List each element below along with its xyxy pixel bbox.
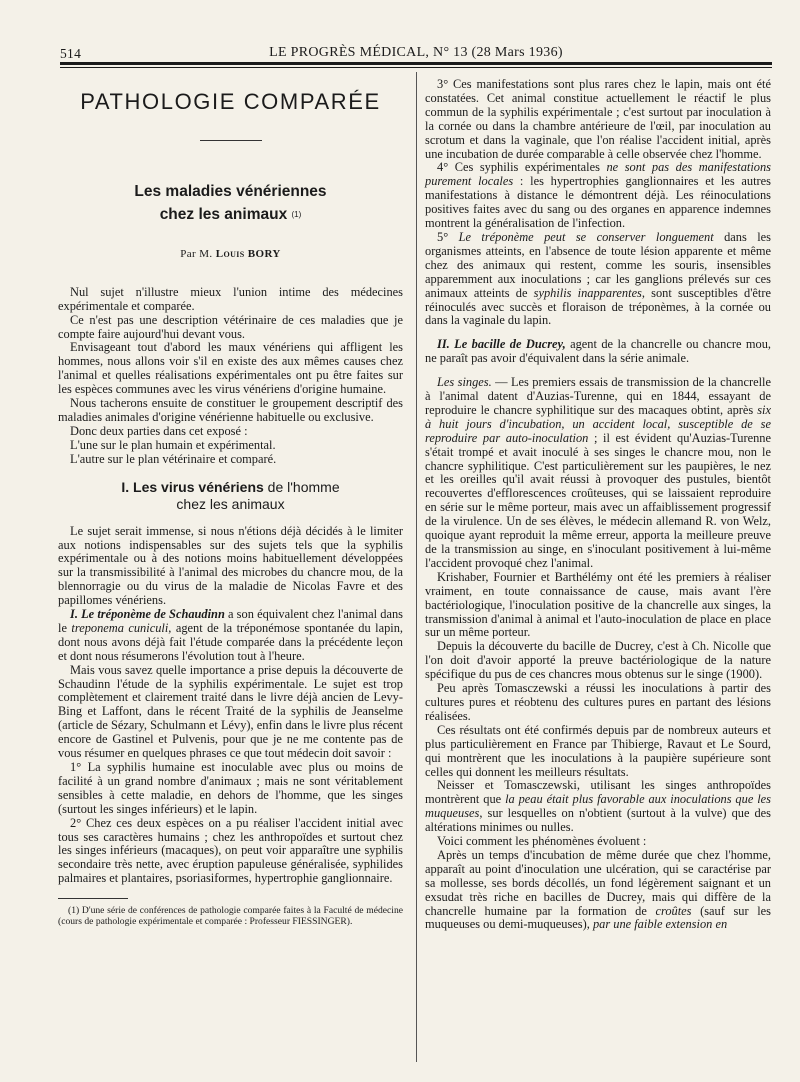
body-paragraph: 2° Chez ces deux espèces on a pu réaliser l'accident initial avec tous ses caractères humains ; chez les anthropoïdes et surtout chez les singes inférieurs (macaques), on peut voir apparaître une syphilis secondaire très nette, avec éruption papuleuse généralisée, syphilides palmaires et plantaires, psoriasiformes, hypertrophie ganglionnaire. xyxy=(58,815,403,886)
body-paragraph: 1° La syphilis humaine est inoculable avec plus ou moins de facilité à un grand nombre d'animaux ; mais ne sont véritablement sensibles à cette maladie, en dehors de l'homme, que les singes (surtout les singes inférieurs) et le lapin. xyxy=(58,760,403,816)
singes-heading: Les singes. xyxy=(437,375,492,390)
body-paragraph: 3° Ces manifestations sont plus rares chez le lapin, mais ont été constatées. Cet animal constitue actuellement le réactif le plus commun de la syphilis expérimentale ; c'est surtout par inoculation à la cornée ou dans la chambre antérieure de l'œil, par inoculation au scrotum et dans la vaginale, que l'on réalise l'accident initial, après une incubation de durée comparable à celle observée chez l'homme. xyxy=(425,77,771,161)
article-title-line1: Les maladies vénériennes xyxy=(134,182,327,200)
body-text: 5° xyxy=(437,229,459,244)
body-text: ; il est évident qu'Auzias-Turenne s'était trompé et avait inoculé à ses singes le chancre mou, non le chancre syphilitique. C'est particulièrement sur les paupières, le nez et les oreilles qu'il avait réussi à provoquer des pustules, bientôt recouvertes d'efflorescences croûteuses, qui se laissaient reproduire en série sur le même porteur, mais avec un affaiblissement progressif de la virulence. Un de ses élèves, le médecin allemand R. von Welz, quoique ayant reproduit la même erreur, apporta la meilleure preuve de la transmission au singe, en s'inoculant positivement à lui-même l'accident provoqué chez l'animal. xyxy=(425,430,771,570)
part-one-heading-bold: I. Les virus vénériens xyxy=(121,478,264,495)
author-line xyxy=(58,248,403,262)
body-text: : les hypertrophies ganglionnaires et les autres manifestations à distance le démontrent déjà. Les réinoculations positives faites avec du sang ou des organes en apparence indemnes montrent la généralisation de l'infection. xyxy=(425,174,771,231)
body-paragraph: Depuis la découverte du bacille de Ducrey, c'est à Ch. Nicolle que l'on doit d'avoir apporté la preuve bactériologique de la nature spécifique du pus de ces chancres mous obtenus sur le singe (1900). xyxy=(425,639,771,682)
body-paragraph xyxy=(425,161,771,231)
body-paragraph xyxy=(425,779,771,835)
running-title: LE PROGRÈS MÉDICAL, N° 13 (28 Mars 1936) xyxy=(269,45,563,60)
running-header xyxy=(60,44,772,64)
intro-paragraph: L'autre sur le plan vétérinaire et comparé. xyxy=(70,451,277,466)
body-paragraph: Peu après Tomasczewski a réussi les inoculations à partir des cultures pures et réobtenu des cultures pures en partant des lésions réalisées. xyxy=(425,681,771,723)
header-rule-thin xyxy=(60,67,772,68)
body-text: a son équivalent chez l'animal dans le xyxy=(58,607,403,635)
footnote-rule xyxy=(58,898,128,899)
body-text: (sauf sur les muqueuses ou demi-muqueuses), xyxy=(425,903,771,932)
article-title xyxy=(58,180,403,226)
body-paragraph: Voici comment les phénomènes évoluent : xyxy=(437,834,647,849)
body-text: — Les premiers essais de transmission de la chancrelle à l'animal datent d'Auzias-Turenne, qui en 1844, essayant de reproduire le chancre syphilitique sur des macaques obtint, après xyxy=(425,375,771,417)
treponema-heading: I. Le tréponème de Schaudinn xyxy=(70,607,225,622)
body-italic: treponema cuniculi xyxy=(71,620,169,635)
intro-paragraph: Envisageant tout d'abord les maux vénériens qui affligent les hommes, nous allons voir s'il en existe des aux mêmes causes chez l'animal et quelles réalisations expérimentales ont pu être faites sur les espèces communes avec les virus vénériens d'origine humaine. xyxy=(58,340,403,397)
body-text: agent de la chancrelle ou chancre mou, ne paraît pas avoir d'équivalent dans la série animale. xyxy=(425,337,771,366)
body-text: , agent de la tréponémose spontanée du lapin, dont nous avons déjà fait l'étude comparée dans la précédente leçon et dont nous résumerons l'évolution tout à l'heure. xyxy=(58,620,404,663)
right-column xyxy=(425,78,771,932)
left-column xyxy=(58,76,403,927)
author-prefix: Par M. xyxy=(180,247,213,260)
body-paragraph: Krishaber, Fournier et Barthélémy ont été les premiers à réaliser vraiment, en toute connaissance de cause, mais avant l'ère bactériologique, l'inoculation positive de la chancrelle aux singes, la transmission d'animal à animal et l'auto-inoculation de place en place sur un même porteur. xyxy=(425,569,771,640)
intro-paragraph: Nous tacherons ensuite de constituer le groupement descriptif des maladies animales d'origine vénérienne habituelle ou exclusive. xyxy=(58,396,403,424)
page-number: 514 xyxy=(60,46,82,61)
intro-paragraph: Donc deux parties dans cet exposé : xyxy=(70,423,248,438)
intro-paragraph: L'une sur le plan humain et expérimental. xyxy=(70,437,276,452)
header-rule-thick xyxy=(60,62,772,65)
body-text: Après un temps d'incubation de même durée que chez l'homme, apparaît au point d'inoculation une ulcération, qui se caractérise par sa mollesse, ses bords décollés, un fond légèrement saignant et un exsudat très riche en bacilles de Ducrey, mais qui diffère de la chancrelle humaine par la formation de xyxy=(425,847,771,918)
body-italic: ne sont pas des manifestations purement locales xyxy=(425,160,771,189)
body-text: 4° Ces syphilis expérimentales xyxy=(437,160,607,175)
article-title-line2: chez les animaux xyxy=(159,205,288,223)
body-italic: syphilis inapparentes xyxy=(533,285,642,300)
part-one-heading-line2: chez les animaux xyxy=(176,495,285,512)
body-italic: par une faible extension en xyxy=(592,917,728,932)
body-italic: Le tréponème peut se conserver longuement xyxy=(458,229,714,244)
body-text: , sur lesquelles on n'obtient (surtout à la vulve) que des altérations minimes ou nulles. xyxy=(425,806,771,835)
body-text: Neisser et Tomasczewski, utilisant les singes anthropoïdes montrèrent que xyxy=(425,778,771,807)
body-text: , sont susceptibles d'être réinoculés avec succès et floraison de tréponèmes, à la cornée ou dans la vaginale du lapin. xyxy=(425,285,771,328)
body-paragraph xyxy=(425,231,771,328)
body-paragraph: Le sujet serait immense, si nous n'étions déjà décidés à le limiter aux notions indispensables sur des sujets tels que la syphilis expérimentale ou à des notions moins habituellement développées sur la transmissibilité à l'animal des microbes du chancre mou, de la blennorragie ou du virus de la maladie de Nicolas Favre et des papillomes vénériens. xyxy=(58,523,403,608)
body-italic: croûtes xyxy=(655,903,692,918)
body-paragraph xyxy=(58,608,403,664)
body-paragraph xyxy=(425,376,771,571)
footnote-marker: (1) xyxy=(291,209,302,219)
body-paragraph xyxy=(425,849,771,932)
body-paragraph: Ces résultats ont été confirmés depuis par de nombreux auteurs et plus particulièrement en France par Thibierge, Ravaut et Le Sourd, qui montrèrent que les inoculations à la paupière supérieure sont celles qui donnent les meilleurs résultats. xyxy=(425,722,771,779)
footnote: (1) D'une série de conférences de pathologie comparée faites à la Faculté de médecine (cours de pathologie expérimentale et comparée : Professeur FIESSINGER). xyxy=(58,905,403,928)
body-italic: six à huit jours d'incubation, un accident local, susceptible de se reproduire par auto-inoculation xyxy=(425,402,771,445)
body-text: dans les organismes atteints, en l'absence de toute lésion apparente et même chez des animaux qui restent, comme les souris, insensibles apparemment aux inoculations ; car les ganglions prélevés sur ces animaux atteints de xyxy=(425,229,772,300)
part-one-heading-rest: de l'homme xyxy=(267,478,340,495)
section-title: PATHOLOGIE COMPARÉE xyxy=(80,89,381,114)
body-paragraph xyxy=(425,338,771,366)
body-italic: la peau était plus favorable aux inoculations que les muqueuses xyxy=(425,792,771,821)
intro-paragraph: Nul sujet n'illustre mieux l'union intime des médecines expérimentale et comparée. xyxy=(58,284,403,313)
part-one-heading xyxy=(58,479,403,513)
author-name: Louis BORY xyxy=(215,247,281,260)
column-separator xyxy=(416,72,417,1062)
intro-paragraph: Ce n'est pas une description vétérinaire de ces maladies que je compte faire aujourd'hui devant vous. xyxy=(58,312,403,341)
title-divider xyxy=(200,140,262,141)
body-paragraph: Mais vous savez quelle importance a prise depuis la découverte de Schaudinn l'étude de la syphilis expérimentale. Le sujet est trop complètement et clairement traité dans le livre déjà ancien de Levy-Bing et Laffont, dans le récent Traité de la syphilis de Jeanselme (article de Sézary, Schulmann et Lévy), enfin dans le livre plus récent encore de Gastinel et Pulvenis, pour que je ne me contente pas de vous résumer en quelques phrases ce que tout médecin doit savoir : xyxy=(58,662,403,761)
ducrey-heading: II. Le bacille de Ducrey, xyxy=(437,337,566,352)
